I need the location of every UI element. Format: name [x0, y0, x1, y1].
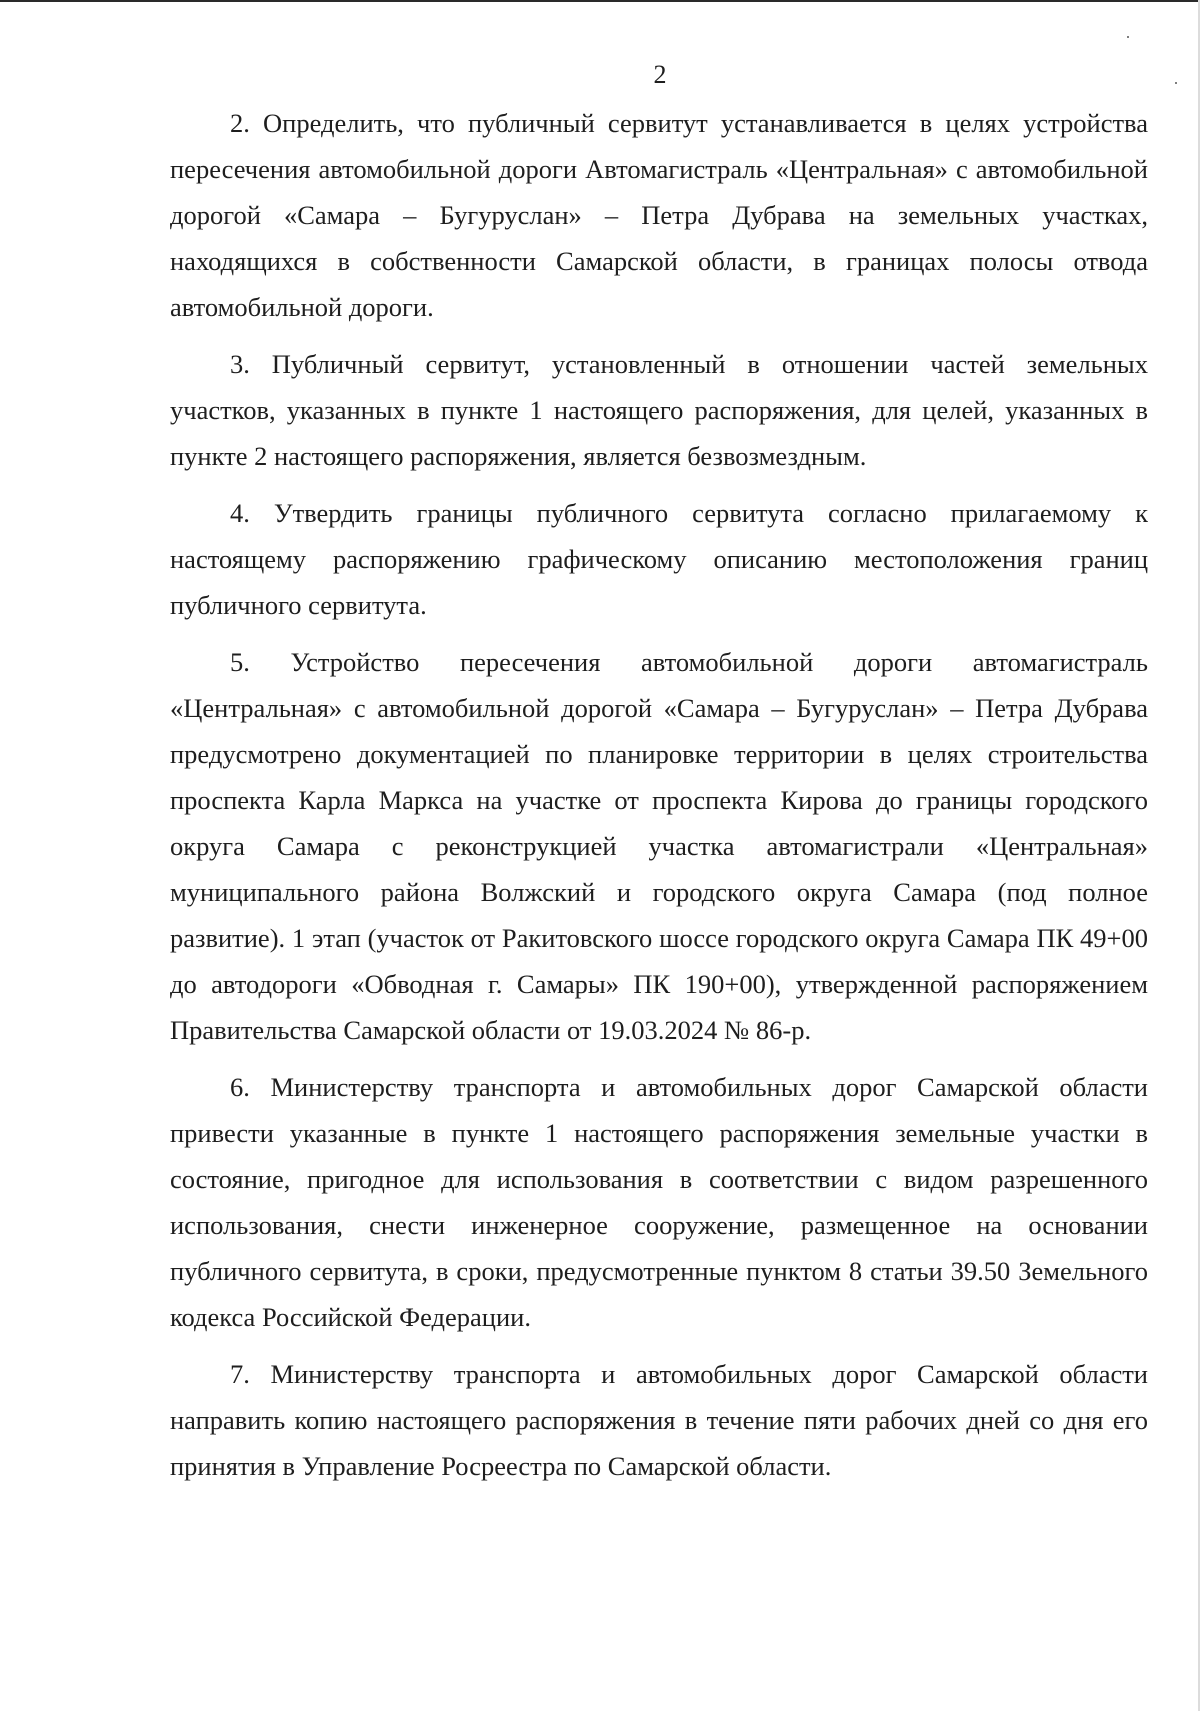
paragraph-2: 2. Определить, что публичный сервитут устанавливается в целях устройства пересечения автомобильной дороги Автомагистраль «Центральная» с автомобильной дорогой «Самара – Бугуруслан» – Петра Дубрава на земельных участках, находящихся в собственности Самарской области, в границах полосы отвода автомобильной дороги. — [170, 108, 1148, 322]
paragraph-7: 7. Министерству транспорта и автомобильных дорог Самарской области направить копию настоящего распоряжения в течение пяти рабочих дней со дня его принятия в Управление Росреестра по Самарской области. — [170, 1359, 1148, 1481]
page-number: 2 — [653, 60, 667, 89]
scan-top-edge — [0, 0, 1200, 2]
paragraph-6: 6. Министерству транспорта и автомобильных дорог Самарской области привести указанные в пункте 1 настоящего распоряжения земельные участки в состояние, пригодное для использования в соответствии с видом разрешенного использования, снести инженерное сооружение, размещенное на основании публичного сервитута, в сроки, предусмотренные пунктом 8 статьи 39.50 Земельного кодекса Российской Федерации. — [170, 1072, 1148, 1332]
paragraph-4: 4. Утвердить границы публичного сервитута согласно прилагаемому к настоящему распоряжению графическому описанию местоположения границ публичного сервитута. — [170, 498, 1148, 620]
document-body — [170, 100, 1148, 1500]
paragraph-3: 3. Публичный сервитут, установленный в отношении частей земельных участков, указанных в пункте 1 настоящего распоряжения, для целей, указанных в пункте 2 настоящего распоряжения, является безвозмездным. — [170, 349, 1148, 471]
scan-speck — [1127, 36, 1129, 38]
paragraph-5: 5. Устройство пересечения автомобильной дороги автомагистраль «Центральная» с автомобильной дорогой «Самара – Бугуруслан» – Петра Дубрава предусмотрено документацией по планировке территории в целях строительства проспекта Карла Маркса на участке от проспекта Кирова до границы городского округа Самара с реконструкцией участка автомагистрали «Центральная» муниципального района Волжский и городского округа Самара (под полное развитие). 1 этап (участок от Ракитовского шоссе городского округа Самара ПК 49+00 до автодороги «Обводная г. Самары» ПК 190+00), утвержденной распоряжением Правительства Самарской области от 19.03.2024 № 86-р. — [170, 647, 1148, 1045]
